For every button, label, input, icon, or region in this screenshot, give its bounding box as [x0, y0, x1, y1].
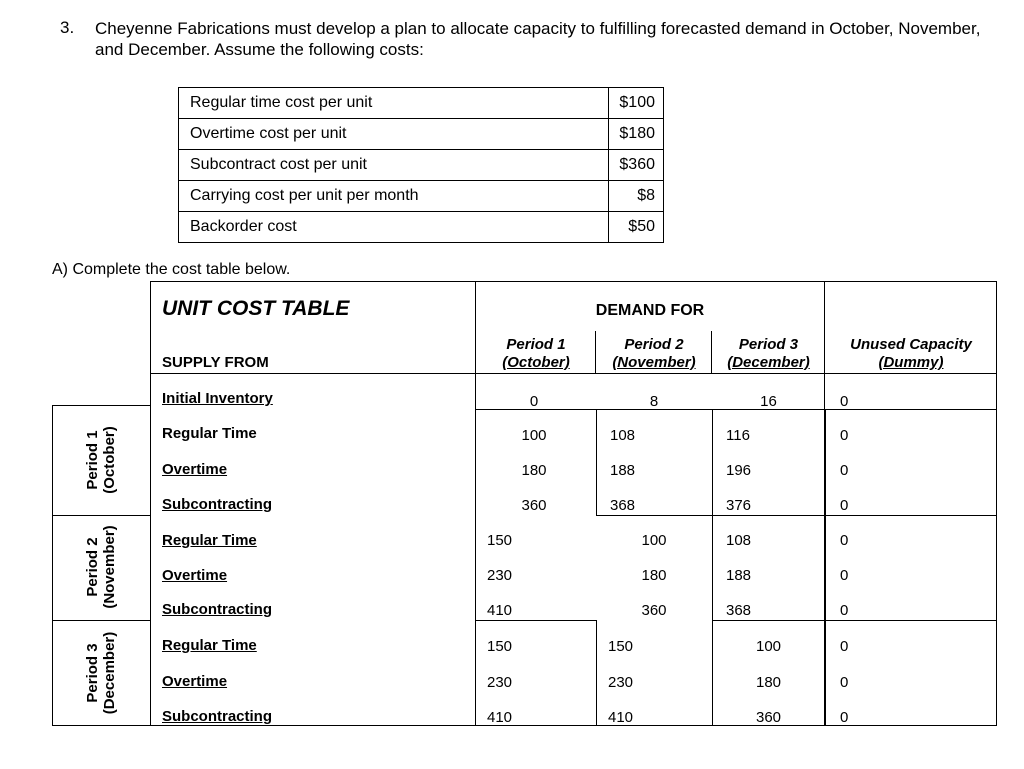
- cost-cell: 150: [487, 638, 513, 655]
- cost-cell: 360: [755, 709, 782, 726]
- row-label: Regular Time: [162, 425, 257, 442]
- cost-row: [179, 119, 664, 150]
- cost-cell: 108: [726, 532, 752, 549]
- cost-cell: 188: [610, 462, 636, 479]
- row-label: Subcontracting: [162, 708, 273, 725]
- cost-cell: 100: [521, 427, 547, 444]
- cost-label: Backorder cost: [179, 212, 609, 243]
- cost-cell: 100: [641, 532, 667, 549]
- column-header-line: (Dummy): [878, 354, 944, 371]
- initial-inventory-cell: 8: [649, 393, 659, 410]
- cost-cell: 100: [755, 638, 782, 655]
- period-1-label: [84, 426, 118, 494]
- cell-underline: [825, 515, 997, 516]
- cost-cell: 0: [840, 638, 849, 655]
- row-label: Subcontracting: [162, 601, 273, 618]
- period-month: (October): [101, 426, 118, 494]
- period-name: Period 2: [84, 537, 101, 597]
- cost-cell: 0: [840, 427, 849, 444]
- initial-inventory-label: Initial Inventory: [162, 390, 273, 407]
- cell-underline: [476, 620, 596, 621]
- cell-underline: [712, 515, 825, 516]
- column-header-unused-capacity: [825, 336, 997, 372]
- column-header-line: Period 2: [624, 336, 684, 353]
- part-a-instruction: A) Complete the cost table below.: [52, 261, 291, 278]
- cost-cell: 360: [641, 602, 667, 619]
- header-divider: [150, 373, 997, 374]
- row-label: Overtime: [162, 567, 228, 584]
- period-divider: [52, 515, 151, 516]
- unit-cost-table-title: UNIT COST TABLE: [162, 297, 350, 320]
- column-header-line: Period 3: [738, 336, 799, 353]
- cell-left-mark: [825, 409, 826, 726]
- cost-cell: 230: [608, 674, 634, 691]
- cost-cell: 0: [840, 462, 849, 479]
- column-header-line: (November): [612, 354, 696, 371]
- cost-assumptions-table: [178, 87, 664, 243]
- row-label: Overtime: [162, 673, 228, 690]
- cost-cell: 0: [840, 674, 849, 691]
- period-name: Period 3: [84, 643, 101, 703]
- column-header-period-1: [476, 336, 596, 372]
- column-header-line: (October): [502, 354, 570, 371]
- period-name: Period 1: [84, 430, 101, 490]
- cost-cell: 150: [487, 532, 513, 549]
- cost-cell: 108: [610, 427, 636, 444]
- cost-cell: 360: [521, 497, 547, 514]
- cost-cell: 410: [608, 709, 634, 726]
- cell-underline: [825, 620, 997, 621]
- period-3-label: [84, 632, 118, 715]
- cost-cell: 180: [641, 567, 667, 584]
- cost-cell: 368: [726, 602, 752, 619]
- cost-cell: 0: [840, 497, 849, 514]
- cost-cell: 188: [726, 567, 752, 584]
- cost-cell: 0: [840, 532, 849, 549]
- column-header-period-2: [596, 336, 712, 372]
- supply-from-header: SUPPLY FROM: [162, 354, 269, 371]
- question-number: 3.: [60, 18, 75, 37]
- cost-row: [179, 181, 664, 212]
- cost-row: [179, 150, 664, 181]
- column-header-period-3: [712, 336, 825, 372]
- cost-cell: 0: [840, 567, 849, 584]
- question-text: Cheyenne Fabrications must develop a plan to allocate capacity to fulfilling forecasted demand in October, November, and December. Assume the following costs:: [95, 19, 981, 59]
- cost-cell: 196: [726, 462, 752, 479]
- cost-cell: 180: [755, 674, 782, 691]
- cost-cell: 116: [726, 427, 750, 444]
- cost-cell: 180: [521, 462, 547, 479]
- cost-value: $180: [609, 119, 664, 150]
- cost-cell: 230: [487, 674, 513, 691]
- cost-cell: 368: [610, 497, 636, 514]
- cell-underline: [596, 515, 712, 516]
- cost-label: Overtime cost per unit: [179, 119, 609, 150]
- cost-value: $8: [609, 181, 664, 212]
- initial-inventory-cell: 16: [760, 393, 777, 410]
- cost-cell: 0: [840, 602, 849, 619]
- cost-value: $50: [609, 212, 664, 243]
- cost-cell: 0: [840, 709, 849, 726]
- cost-label: Subcontract cost per unit: [179, 150, 609, 181]
- row-label: Subcontracting: [162, 496, 273, 513]
- row-label: Regular Time: [162, 637, 257, 654]
- period-2-label: [84, 525, 118, 608]
- cell-left-mark: [596, 620, 597, 726]
- cost-value: $360: [609, 150, 664, 181]
- cost-cell: 376: [726, 497, 752, 514]
- column-header-line: Period 1: [506, 336, 566, 353]
- cell-left-mark: [596, 409, 597, 516]
- period-divider: [52, 620, 151, 621]
- row-label: Regular Time: [162, 532, 257, 549]
- cost-row: [179, 212, 664, 243]
- period-month: (November): [101, 525, 118, 609]
- cost-label: Carrying cost per unit per month: [179, 181, 609, 212]
- row-label: Overtime: [162, 461, 228, 478]
- demand-for-header: DEMAND FOR: [595, 302, 705, 319]
- cost-cell: 410: [487, 709, 513, 726]
- cost-row: [179, 88, 664, 119]
- period-month: (December): [101, 631, 118, 715]
- cost-cell: 410: [487, 602, 513, 619]
- column-header-line: (December): [727, 354, 810, 371]
- cost-cell: 150: [608, 638, 634, 655]
- initial-inventory-cell: 0: [529, 393, 539, 410]
- initial-inventory-cell: 0: [840, 393, 849, 410]
- cell-underline: [712, 620, 825, 621]
- cost-value: $100: [609, 88, 664, 119]
- column-header-line: Unused Capacity: [850, 336, 972, 353]
- cost-label: Regular time cost per unit: [179, 88, 609, 119]
- cell-underline: [825, 409, 997, 410]
- cost-cell: 230: [487, 567, 513, 584]
